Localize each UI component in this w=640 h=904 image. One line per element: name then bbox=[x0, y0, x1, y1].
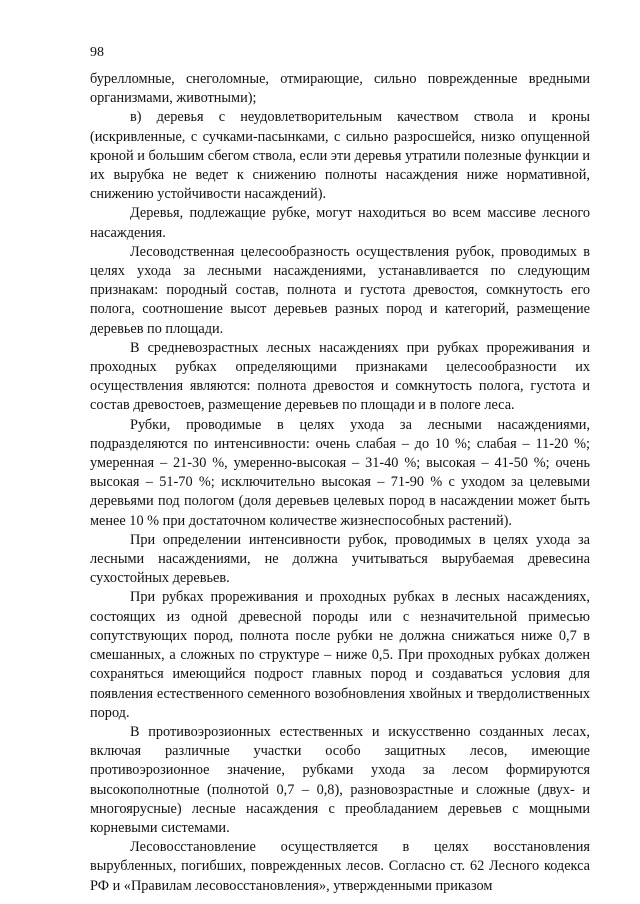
page-number: 98 bbox=[90, 45, 104, 60]
paragraph: В средневозрастных лесных насаждениях при рубках прореживания и проходных рубках определяющими признаками целесообразности их осуществления являются: полнота древостоя и сомкнутость полога, густота и состав древостоев, размещение деревьев по площади и в пологе леса. bbox=[90, 339, 590, 414]
paragraph: Деревья, подлежащие рубке, могут находиться во всем массиве лесного насаждения. bbox=[90, 205, 590, 241]
paragraph: бурелломные, снеголомные, отмирающие, сильно поврежденные вредными организмами, животными); bbox=[90, 71, 590, 107]
paragraph: При рубках прореживания и проходных рубках в лесных насаждениях, состоящих из одной древесной породы или с незначительной примесью сопутствующих пород, полнота после рубки не должна снижаться ниже 0,7 в смешанных, а сложных по структуре – ниже 0,5. При проходных рубках должен сохраняться имеющийся подрост главных пород и создаваться условия для появления естественного семенного возобновления хвойных и твердолиственных пород. bbox=[90, 589, 590, 721]
paragraph: В противоэрозионных естественных и искусственно созданных лесах, включая различные участки особо защитных лесов, имеющие противоэрозионное значение, рубками ухода за лесом формируются высокополнотные (полнотой 0,7 – 0,8), разновозрастные и сложные (двух- и многоярусные) лесные насаждения с преобладанием деревьев с мощными корневыми системами. bbox=[90, 723, 590, 836]
paragraph: Рубки, проводимые в целях ухода за лесными насаждениями, подразделяются по интенсивности: очень слабая – до 10 %; слабая – 11-20 %; умеренная – 21-30 %, умеренно-высокая – 31-40 %; высокая – 41-50 %; очень высокая – 51-70 %; исключительно высокая – 71-90 % с уходом за целевыми деревьями под пологом (доля деревьев целевых пород в насаждении может быть менее 10 % при достаточном количестве жизнеспособных растений). bbox=[90, 416, 590, 529]
paragraph: При определении интенсивности рубок, проводимых в целях ухода за лесными насаждениями, не должна учитываться вырубаемая древесина сухостойных деревьев. bbox=[90, 531, 590, 587]
body-text bbox=[90, 70, 590, 896]
paragraph: в) деревья с неудовлетворительным качеством ствола и кроны (искривленные, с сучками-пасынками, с сильно разросшейся, низко опущенной кроной и большим сбегом ствола, если эти деревья утратили полезные функции и их вырубка не ведет к снижению полноты насаждения ниже нормативной, снижению устойчивости насаждений). bbox=[90, 109, 590, 203]
paragraph: Лесоводственная целесообразность осуществления рубок, проводимых в целях ухода за лесными насаждениями, устанавливается по следующим признакам: породный состав, полнота и густота древостоя, сомкнутость его полога, соотношение высот деревьев разных пород и категорий, размещение деревьев по площади. bbox=[90, 243, 590, 337]
paragraph: Лесовосстановление осуществляется в целях восстановления вырубленных, погибших, поврежденных лесов. Согласно ст. 62 Лесного кодекса РФ и «Правилам лесовосстановления», утвержденными приказом bbox=[90, 839, 590, 894]
